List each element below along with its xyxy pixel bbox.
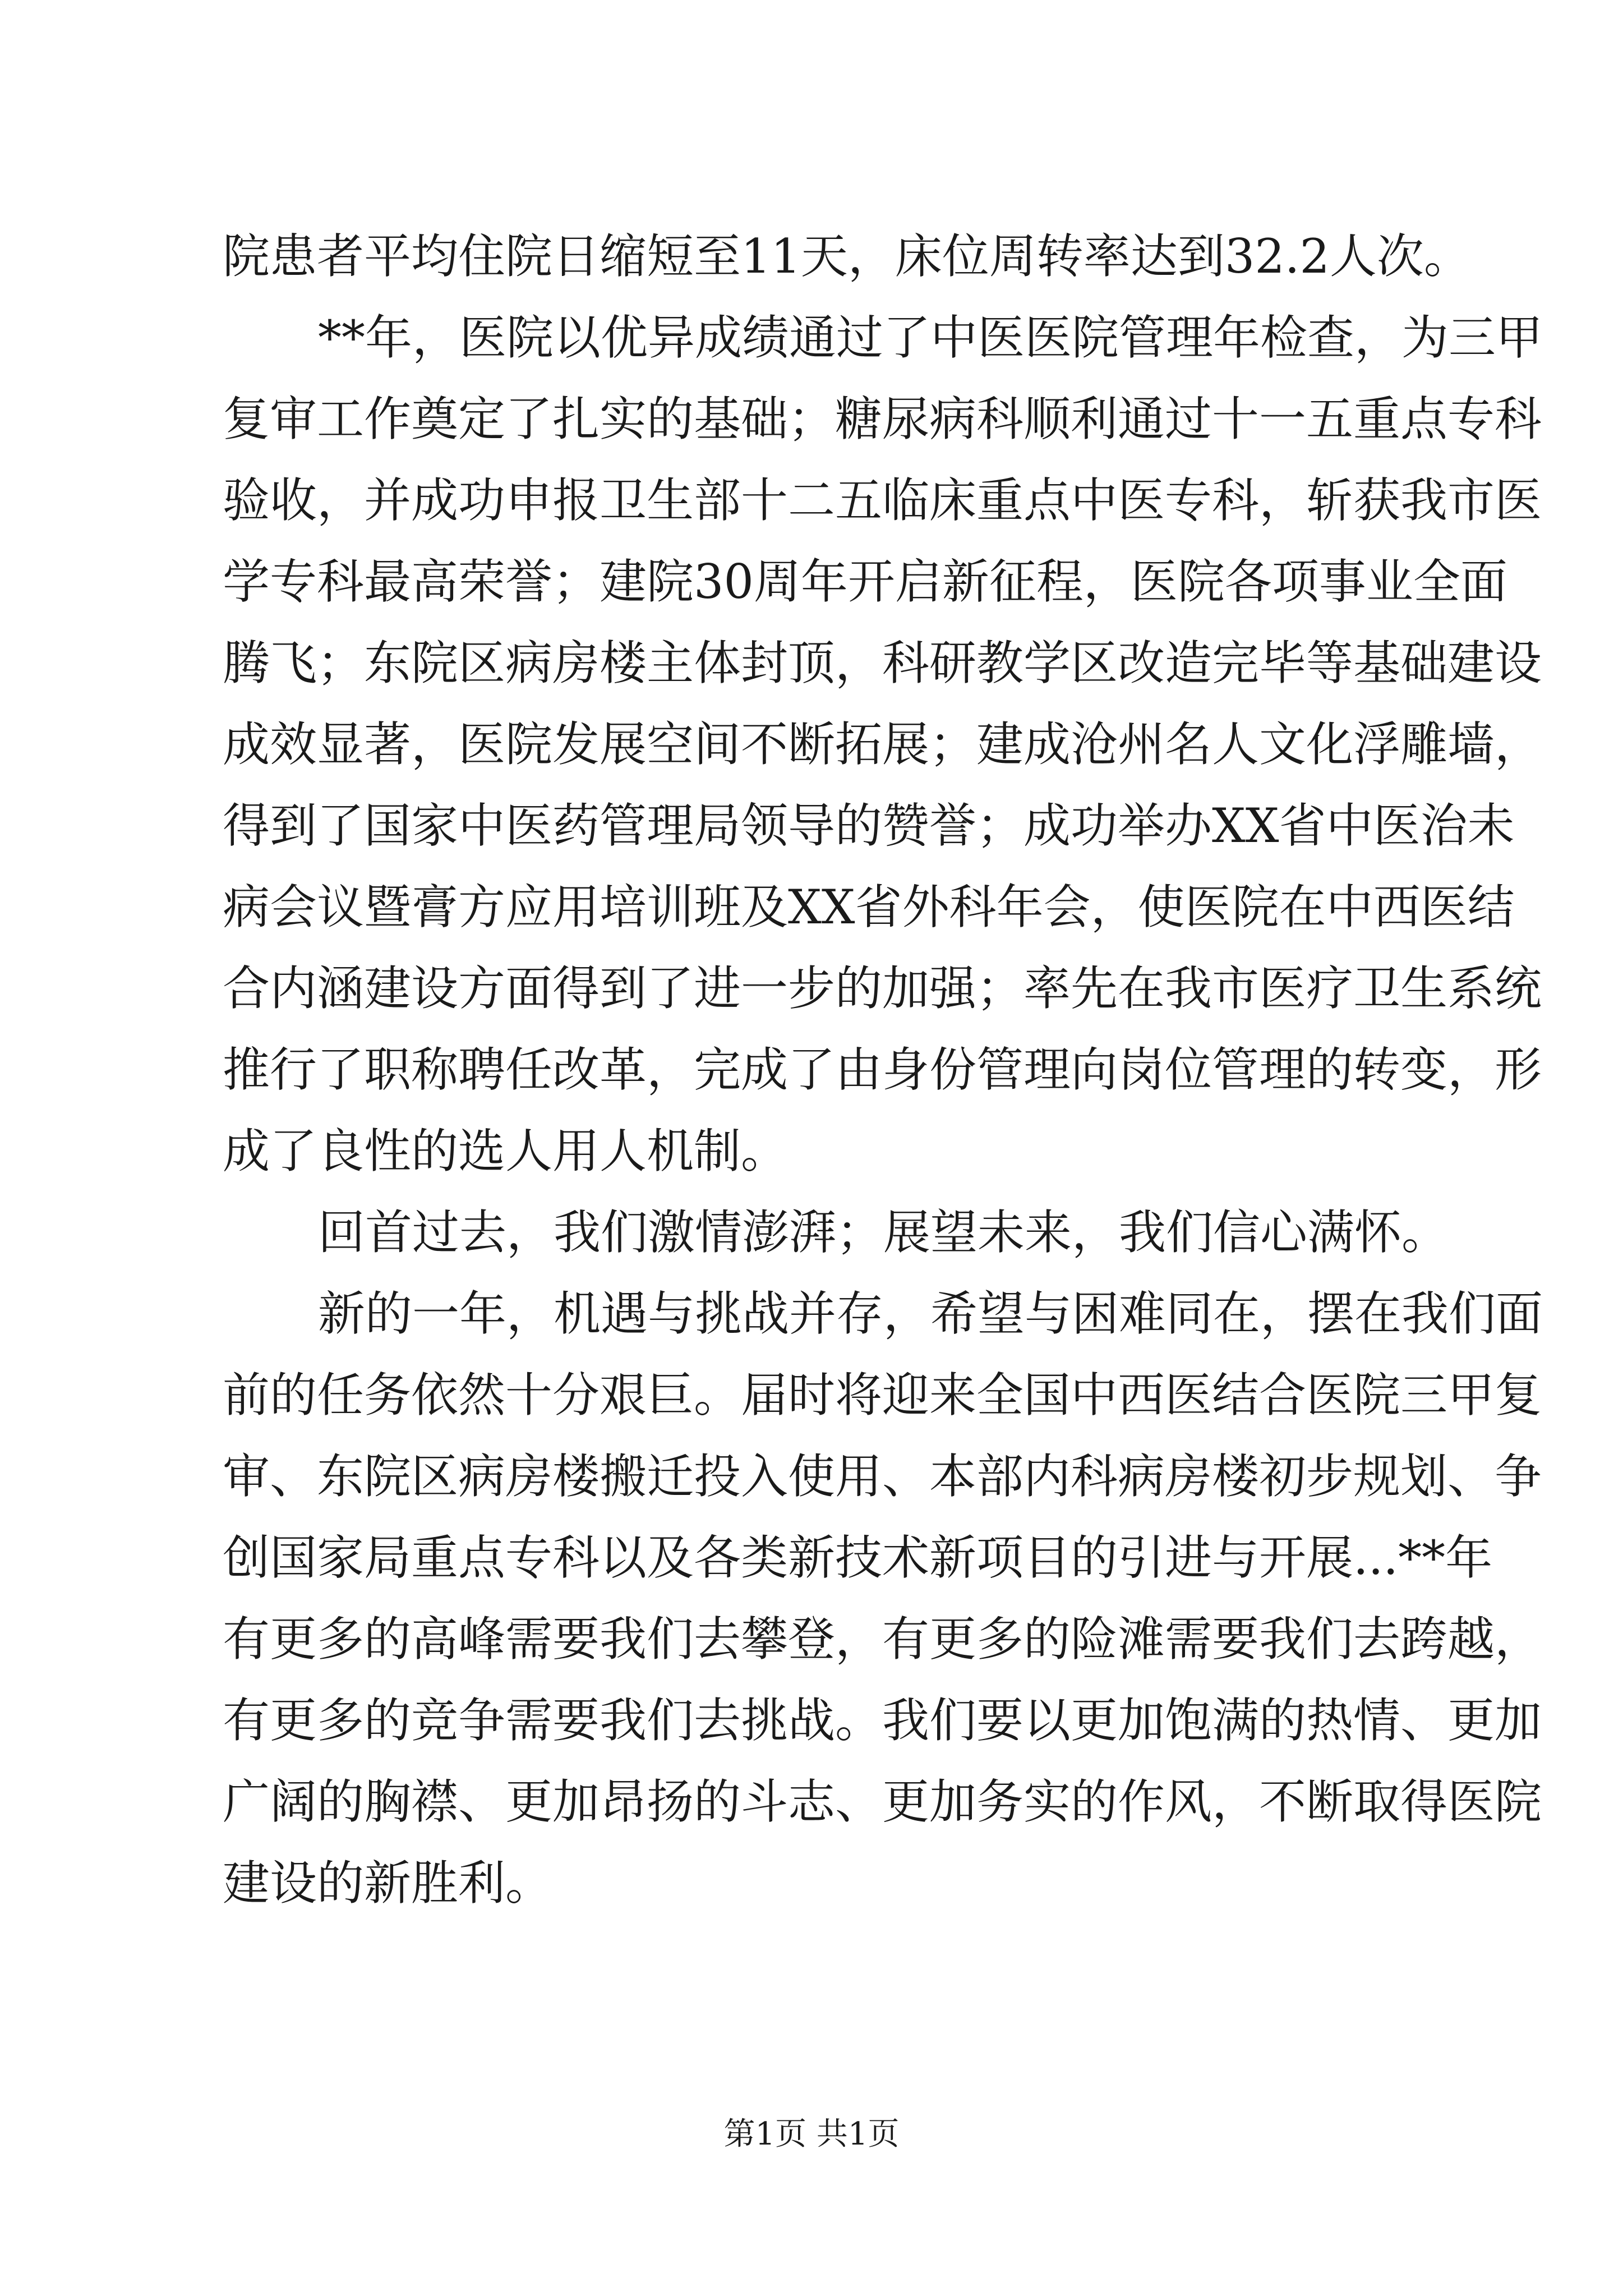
document-body [223,216,1543,1924]
text-line: 有更多的竞争需要我们去挑战。我们要以更加饱满的热情、更加 [223,1693,1542,1748]
text-line: 得到了国家中医药管理局领导的赞誉；成功举办XX省中医治未 [223,798,1515,853]
text-line: **年，医院以优异成绩通过了中医医院管理年检查，为三甲 [318,310,1543,365]
text-line: 回首过去，我们激情澎湃；展望未来，我们信心满怀。 [318,1205,1449,1260]
page-footer: 第1页 共1页 [723,2116,900,2152]
text-line: 病会议暨膏方应用培训班及XX省外科年会，使医院在中西医结 [223,880,1515,935]
text-line: 推行了职称聘任改革，完成了由身份管理向岗位管理的转变，形 [223,1042,1542,1097]
text-line: 新的一年，机遇与挑战并存，希望与困难同在，摆在我们面 [318,1286,1543,1341]
text-line: 审、东院区病房楼搬迁投入使用、本部内科病房楼初步规划、争 [223,1449,1542,1504]
text-line: 复审工作奠定了扎实的基础；糖尿病科顺利通过十一五重点专科 [223,392,1542,447]
text-line: 创国家局重点专科以及各类新技术新项目的引进与开展...**年 [223,1530,1493,1585]
text-line: 建设的新胜利。 [223,1856,553,1911]
text-line: 有更多的高峰需要我们去攀登，有更多的险滩需要我们去跨越， [223,1612,1542,1667]
text-line: 成效显著，医院发展空间不断拓展；建成沧州名人文化浮雕墙， [223,717,1542,772]
text-line: 前的任务依然十分艰巨。届时将迎来全国中西医结合医院三甲复 [223,1368,1542,1423]
text-line: 验收，并成功申报卫生部十二五临床重点中医专科，斩获我市医 [223,473,1542,528]
text-line: 学专科最高荣誉；建院30周年开启新征程，医院各项事业全面 [223,554,1507,609]
text-line: 广阔的胸襟、更加昂扬的斗志、更加务实的作风，不断取得医院 [223,1774,1542,1829]
text-line: 院患者平均住院日缩短至11天，床位周转率达到32.2人次。 [223,229,1471,284]
text-line: 合内涵建设方面得到了进一步的加强；率先在我市医疗卫生系统 [223,961,1542,1016]
text-line: 成了良性的选人用人机制。 [223,1124,789,1179]
text-line: 腾飞；东院区病房楼主体封顶，科研教学区改造完毕等基础建设 [223,636,1542,691]
